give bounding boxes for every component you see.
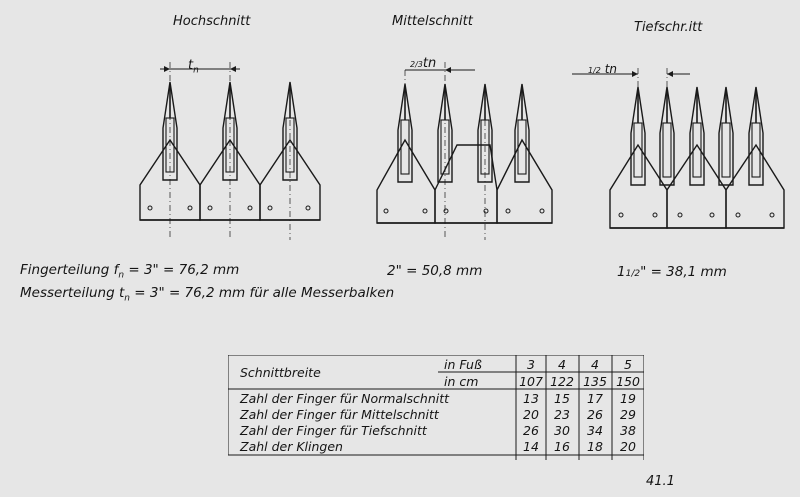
title-hochschnitt: Hochschnitt bbox=[173, 14, 251, 29]
table-row-value: 14 bbox=[523, 439, 539, 454]
table-row-value: 17 bbox=[587, 391, 603, 406]
table-row-value: 26 bbox=[523, 423, 539, 438]
spec-fingerteilung: Fingerteilung $f_n = 3$" = 76,2 mm bbox=[20, 262, 240, 281]
table-row-label: Zahl der Finger für Tiefschnitt bbox=[240, 423, 427, 438]
table-row-value: 20 bbox=[620, 439, 636, 454]
table-row-value: 13 bbox=[523, 391, 539, 406]
finger-count-table bbox=[228, 355, 644, 460]
table-row-value: 34 bbox=[587, 423, 603, 438]
table-row-value: 23 bbox=[554, 407, 570, 422]
table-row-label: Zahl der Finger für Normalschnitt bbox=[240, 391, 450, 406]
table-row-value: 16 bbox=[554, 439, 570, 454]
table-row-value: 38 bbox=[620, 423, 636, 438]
cm-value: 122 bbox=[550, 374, 574, 389]
title-mittelschnitt: Mittelschnitt bbox=[392, 14, 473, 29]
cm-value: 150 bbox=[616, 374, 640, 389]
fuss-value: 4 bbox=[591, 357, 599, 372]
title-tiefschnitt: Tiefschr.itt bbox=[634, 20, 703, 35]
fuss-value: 5 bbox=[624, 357, 632, 372]
cm-value: 107 bbox=[519, 374, 543, 389]
table-row-value: 20 bbox=[523, 407, 539, 422]
table-header-label: Schnittbreite bbox=[240, 365, 321, 380]
table-row-value: 18 bbox=[587, 439, 603, 454]
spec-mittelschnitt: 2" = 50,8 mm bbox=[387, 263, 483, 279]
spec-tiefschnitt: 11/2" = 38,1 mm bbox=[617, 264, 727, 280]
hochschnitt-drawing bbox=[140, 62, 320, 240]
mittelschnitt-drawing bbox=[377, 62, 552, 240]
table-row-value: 26 bbox=[587, 407, 603, 422]
table-unit-fuss: in Fuß bbox=[444, 357, 482, 372]
tiefschnitt-drawing bbox=[572, 68, 784, 228]
cm-value: 135 bbox=[583, 374, 607, 389]
table-unit-cm: in cm bbox=[444, 374, 479, 389]
table-row-value: 19 bbox=[620, 391, 636, 406]
dim-mittel-tn: 2/3tn bbox=[410, 56, 437, 71]
table-row-label: Zahl der Finger für Mittelschnitt bbox=[240, 407, 439, 422]
table-row-label: Zahl der Klingen bbox=[240, 439, 343, 454]
dim-tief-tn: 1/2 tn bbox=[588, 62, 618, 76]
table-row-value: 30 bbox=[554, 423, 570, 438]
page-number: 41.1 bbox=[646, 474, 675, 489]
dim-hoch-tn: $t_n$ bbox=[188, 58, 199, 76]
spec-messerteilung: Messerteilung $t_n = 3$" = 76,2 mm für alle Messerbalken bbox=[20, 285, 395, 304]
table-row-value: 29 bbox=[620, 407, 636, 422]
fuss-value: 4 bbox=[558, 357, 566, 372]
fuss-value: 3 bbox=[527, 357, 535, 372]
table-row-value: 15 bbox=[554, 391, 570, 406]
